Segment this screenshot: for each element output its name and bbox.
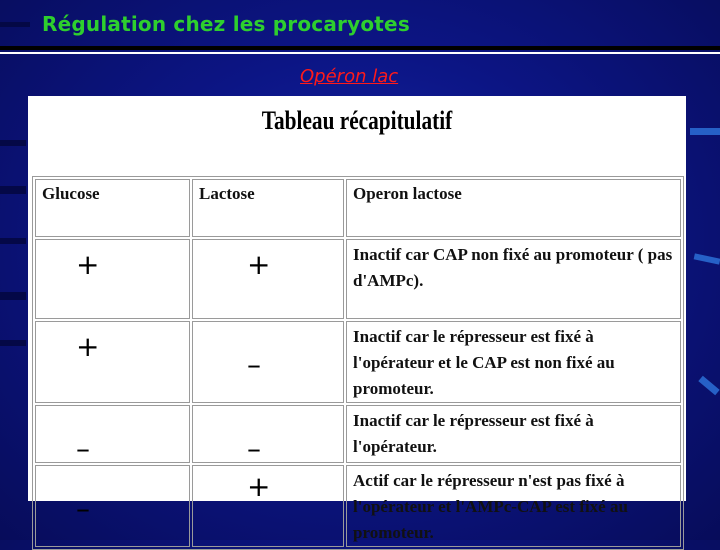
- title-divider: [0, 52, 720, 54]
- operon-state-cell: Actif car le répresseur n'est pas fixé à l'opérateur et l'AMPc-CAP est fixé au promoteur.: [346, 465, 681, 547]
- summary-panel: [28, 96, 686, 542]
- glucose-sign: +: [76, 248, 100, 281]
- background-decoration: [0, 340, 26, 346]
- glucose-sign: –: [76, 432, 90, 465]
- glucose-cell: [35, 239, 190, 319]
- table-header-row: [35, 179, 681, 237]
- lactose-sign: –: [247, 432, 261, 465]
- lactose-cell: [192, 239, 344, 319]
- summary-table: [32, 176, 684, 550]
- background-decoration: [0, 292, 26, 300]
- lactose-cell: [192, 465, 344, 547]
- glucose-sign: –: [76, 492, 90, 525]
- background-decoration: [0, 22, 30, 27]
- lactose-sign: +: [247, 248, 271, 281]
- page-subtitle: Opéron lac: [300, 66, 399, 87]
- operon-state-cell: Inactif car le répresseur est fixé à l'opérateur et le CAP est non fixé au promoteur.: [346, 321, 681, 403]
- table-row: [35, 405, 681, 463]
- background-decoration: [0, 186, 26, 194]
- background-decoration: [690, 128, 720, 135]
- table-row: [35, 321, 681, 403]
- background-decoration: [694, 253, 720, 264]
- column-header-glucose: Glucose: [35, 179, 190, 237]
- background-decoration: [698, 376, 719, 396]
- lactose-cell: [192, 405, 344, 463]
- table-row: [35, 465, 681, 547]
- background-decoration: [0, 140, 26, 146]
- page-title: Régulation chez les procaryotes: [42, 12, 410, 36]
- background-decoration: [0, 238, 26, 244]
- operon-state-cell: Inactif car le répresseur est fixé à l'opérateur.: [346, 405, 681, 463]
- glucose-cell: [35, 405, 190, 463]
- title-divider-shadow: [0, 46, 720, 50]
- operon-state-cell: Inactif car CAP non fixé au promoteur ( pas d'AMPc).: [346, 239, 681, 319]
- glucose-sign: +: [76, 330, 100, 363]
- glucose-cell: [35, 321, 190, 403]
- column-header-operon: Operon lactose: [346, 179, 681, 237]
- lactose-sign: –: [247, 348, 261, 381]
- table-row: [35, 239, 681, 319]
- panel-heading: Tableau récapitulatif: [261, 106, 453, 135]
- lactose-cell: [192, 321, 344, 403]
- column-header-lactose: Lactose: [192, 179, 344, 237]
- glucose-cell: [35, 465, 190, 547]
- lactose-sign: +: [247, 470, 271, 503]
